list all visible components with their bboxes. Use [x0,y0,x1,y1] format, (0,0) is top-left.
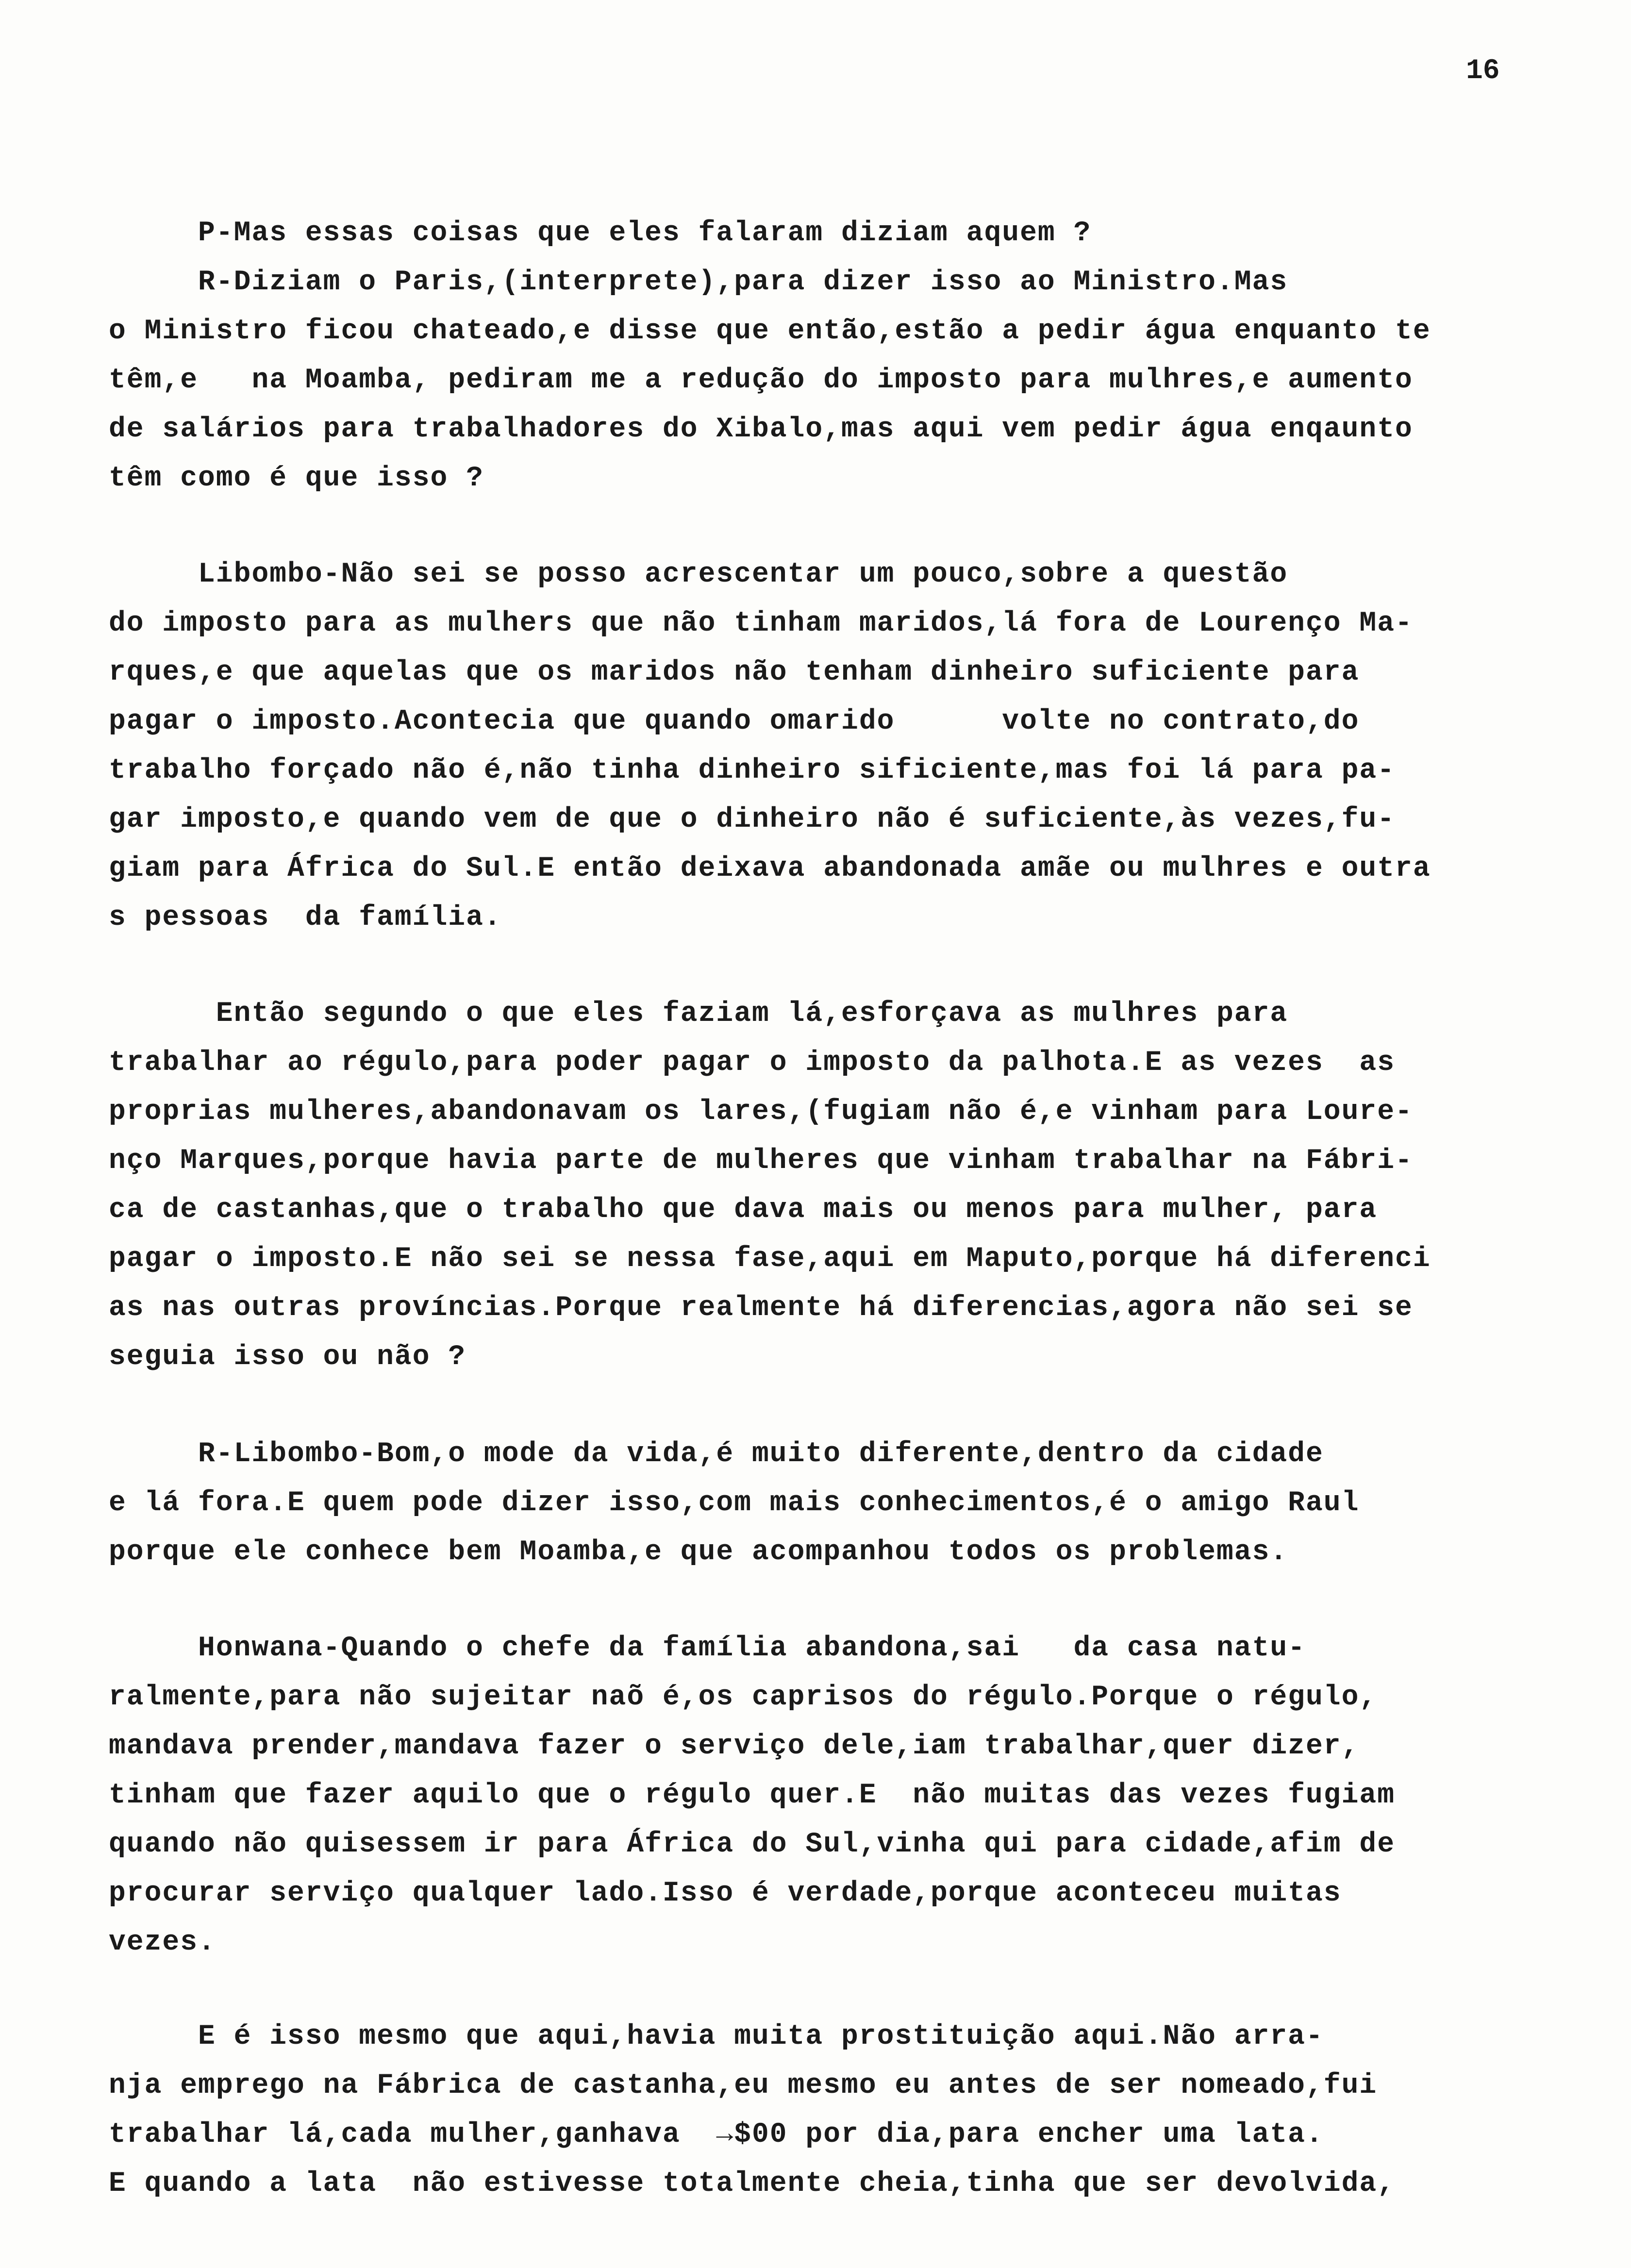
text-line: nja emprego na Fábrica de castanha,eu mesmo eu antes de ser nomeado,fui [109,2070,1378,2101]
text-line: têm,e na Moamba, pediram me a redução do imposto para mulhres,e aumento [109,365,1413,396]
paragraph-prostituicao [109,2012,1584,2208]
paragraph-r-libombo [109,1430,1584,1577]
text-line: quando não quisessem ir para África do Sul,vinha qui para cidade,afim de [109,1829,1396,1860]
text-line: R-Diziam o Paris,(interprete),para dizer isso ao Ministro.Mas [109,267,1288,298]
text-line: ralmente,para não sujeitar naõ é,os caprisos do régulo.Porque o régulo, [109,1682,1378,1713]
page-number: 16 [1466,55,1500,87]
text-line: R-Libombo-Bom,o mode da vida,é muito diferente,dentro da cidade [109,1438,1324,1470]
text-line: seguia isso ou não ? [109,1341,466,1373]
text-line: s pessoas da família. [109,902,502,934]
text-line: trabalhar ao régulo,para poder pagar o imposto da palhota.E as vezes as [109,1047,1396,1079]
text-line: têm como é que isso ? [109,463,484,494]
text-line: P-Mas essas coisas que eles falaram diziam aquem ? [109,217,1092,249]
text-line: rques,e que aquelas que os maridos não tenham dinheiro suficiente para [109,657,1360,688]
text-line: de salários para trabalhadores do Xibalo,mas aqui vem pedir água enqaunto [109,414,1413,445]
text-line: nço Marques,porque havia parte de mulheres que vinham trabalhar na Fábri- [109,1145,1413,1177]
paragraph-question [109,209,1584,503]
text-line: Honwana-Quando o chefe da família abandona,sai da casa natu- [109,1633,1306,1664]
text-line: gar imposto,e quando vem de que o dinheiro não é suficiente,às vezes,fu- [109,804,1396,835]
text-line: as nas outras províncias.Porque realmente há diferencias,agora não sei se [109,1292,1413,1324]
text-line: giam para África do Sul.E então deixava abandonada amãe ou mulhres e outra [109,853,1431,884]
text-line: mandava prender,mandava fazer o serviço dele,iam trabalhar,quer dizer, [109,1731,1360,1762]
text-line: vezes. [109,1927,216,1958]
paragraph-entao [109,989,1584,1382]
text-line: E é isso mesmo que aqui,havia muita prostituição aqui.Não arra- [109,2021,1324,2052]
paragraph-honwana [109,1624,1584,1967]
text-line: do imposto para as mulhers que não tinham maridos,lá fora de Lourenço Ma- [109,608,1413,639]
text-line: trabalhar lá,cada mulher,ganhava →$00 por dia,para encher uma lata. [109,2119,1324,2151]
text-line: o Ministro ficou chateado,e disse que então,estão a pedir água enquanto te [109,316,1431,347]
text-line: porque ele conhece bem Moamba,e que acompanhou todos os problemas. [109,1536,1288,1568]
text-line: pagar o imposto.E não sei se nessa fase,aqui em Maputo,porque há diferenci [109,1243,1431,1275]
text-line: Libombo-Não sei se posso acrescentar um pouco,sobre a questão [109,559,1288,590]
text-line: pagar o imposto.Acontecia que quando omarido volte no contrato,do [109,706,1360,737]
text-line: procurar serviço qualquer lado.Isso é verdade,porque aconteceu muitas [109,1878,1342,1909]
text-line: trabalho forçado não é,não tinha dinheiro sificiente,mas foi lá para pa- [109,755,1396,786]
text-line: Então segundo o que eles faziam lá,esforçava as mulhres para [109,998,1288,1030]
text-line: tinham que fazer aquilo que o régulo quer.E não muitas das vezes fugiam [109,1780,1396,1811]
text-line: E quando a lata não estivesse totalmente cheia,tinha que ser devolvida, [109,2168,1396,2200]
text-line: proprias mulheres,abandonavam os lares,(fugiam não é,e vinham para Loure- [109,1096,1413,1128]
text-line: e lá fora.E quem pode dizer isso,com mais conhecimentos,é o amigo Raul [109,1487,1360,1519]
paragraph-libombo [109,550,1584,942]
text-line: ca de castanhas,que o trabalho que dava mais ou menos para mulher, para [109,1194,1378,1226]
